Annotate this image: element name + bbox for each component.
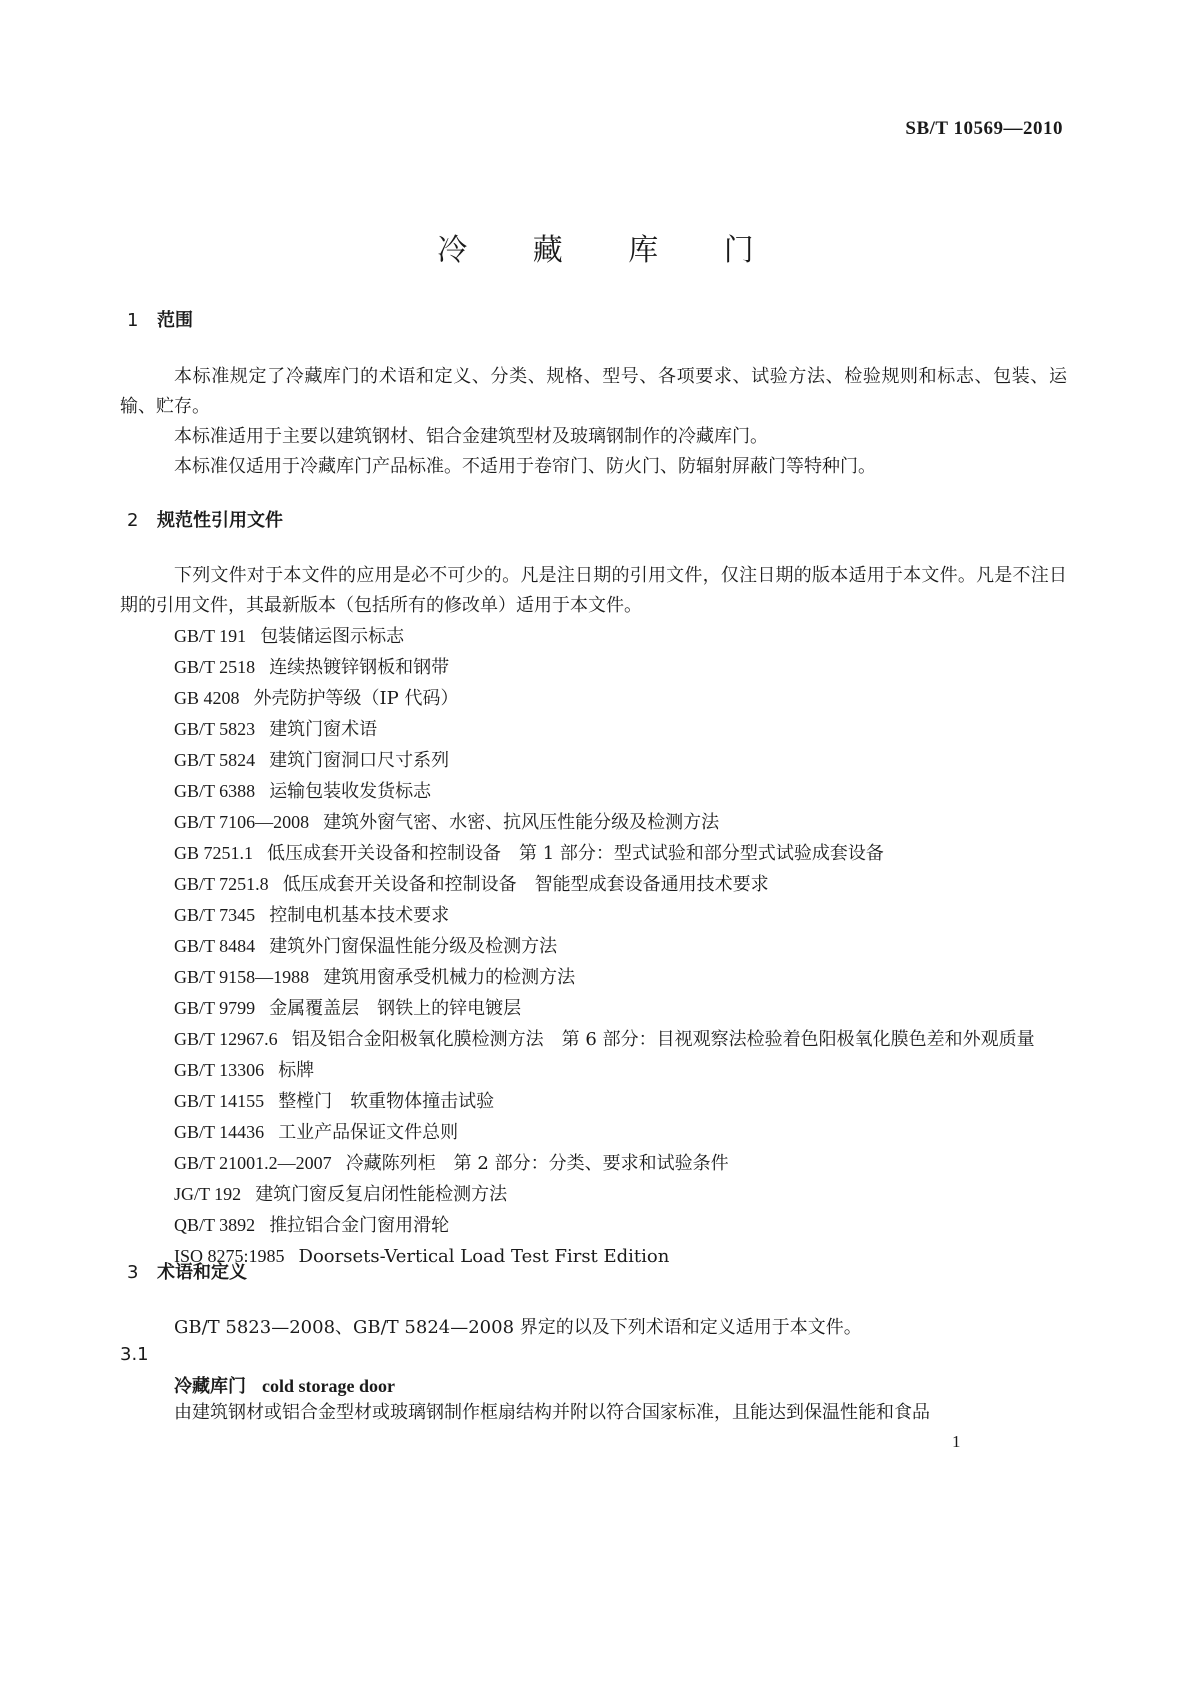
reference-item (120, 962, 1067, 993)
reference-code: GB/T 7106—2008 (174, 812, 310, 832)
term-definition-block (120, 1398, 1067, 1428)
standard-number: SB/T 10569—2010 (905, 118, 1063, 139)
reference-code: GB/T 5823 (174, 719, 256, 739)
reference-code: GB/T 191 (174, 626, 247, 646)
reference-item (120, 1055, 1067, 1086)
reference-item (120, 1086, 1067, 1117)
section-2-heading (127, 506, 283, 532)
reference-item (120, 993, 1067, 1024)
reference-code: GB/T 21001.2—2007 (174, 1153, 332, 1173)
term-definition: 由建筑钢材或铝合金型材或玻璃钢制作框扇结构并附以符合国家标准，且能达到保温性能和食品 (174, 1402, 930, 1423)
reference-title: 铝及铝合金阳极氧化膜检测方法 第 6 部分：目视观察法检验着色阳极氧化膜色差和外观质量 (291, 1029, 1035, 1050)
reference-title: 低压成套开关设备和控制设备 第 1 部分：型式试验和部分型式试验成套设备 (267, 843, 884, 864)
reference-item (120, 931, 1067, 962)
reference-item (120, 1024, 1067, 1055)
section-1-heading (127, 306, 193, 332)
reference-item (120, 838, 1067, 869)
clause-number: 3.1 (120, 1344, 149, 1365)
reference-item (120, 714, 1067, 745)
reference-code: GB/T 8484 (174, 936, 256, 956)
reference-code: GB/T 5824 (174, 750, 256, 770)
reference-code: ISO 8275:1985 (174, 1246, 285, 1266)
reference-title: 建筑门窗洞口尺寸系列 (269, 750, 450, 771)
normative-references-body (120, 561, 1067, 1272)
reference-title: 外壳防护等级（IP 代码） (253, 688, 459, 709)
section-number: 3 (127, 1262, 139, 1283)
reference-title: 建筑外窗气密、水密、抗风压性能分级及检测方法 (323, 812, 720, 833)
reference-item (120, 1179, 1067, 1210)
normative-intro: 下列文件对于本文件的应用是必不可少的。凡是注日期的引用文件，仅注日期的版本适用于本文件。凡是不注日期的引用文件，其最新版本（包括所有的修改单）适用于本文件。 (120, 565, 1067, 616)
scope-paragraph: 本标准适用于主要以建筑钢材、铝合金建筑型材及玻璃钢制作的冷藏库门。 (174, 426, 768, 447)
reference-code: GB/T 9799 (174, 998, 256, 1018)
terms-intro: GB/T 5823—2008、GB/T 5824—2008 界定的以及下列术语和定义适用于本文件。 (174, 1317, 862, 1338)
reference-title: 建筑外门窗保温性能分级及检测方法 (269, 936, 558, 957)
reference-item (120, 1210, 1067, 1241)
reference-code: GB/T 7345 (174, 905, 256, 925)
reference-title: 推拉铝合金门窗用滑轮 (269, 1215, 450, 1236)
reference-title: 运输包装收发货标志 (269, 781, 432, 802)
reference-item (120, 1241, 1067, 1272)
terms-intro-block (120, 1313, 1067, 1343)
reference-title: Doorsets-Vertical Load Test First Edition (298, 1246, 670, 1267)
reference-title: 整樘门 软重物体撞击试验 (278, 1091, 495, 1112)
reference-code: QB/T 3892 (174, 1215, 256, 1235)
scope-paragraph: 本标准规定了冷藏库门的术语和定义、分类、规格、型号、各项要求、试验方法、检验规则和标志、包装、运输、贮存。 (120, 366, 1067, 417)
section-3-heading (127, 1258, 247, 1284)
reference-title: 建筑用窗承受机械力的检测方法 (323, 967, 576, 988)
reference-title: 标牌 (278, 1060, 315, 1081)
reference-title: 冷藏陈列柜 第 2 部分：分类、要求和试验条件 (345, 1153, 729, 1174)
reference-title: 建筑门窗反复启闭性能检测方法 (255, 1184, 508, 1205)
reference-item (120, 900, 1067, 931)
reference-code: GB/T 6388 (174, 781, 256, 801)
page-number: 1 (952, 1432, 961, 1451)
reference-title: 工业产品保证文件总则 (278, 1122, 459, 1143)
reference-code: GB/T 7251.8 (174, 874, 269, 894)
reference-item (120, 621, 1067, 652)
reference-code: GB/T 12967.6 (174, 1029, 278, 1049)
reference-title: 低压成套开关设备和控制设备 智能型成套设备通用技术要求 (282, 874, 769, 895)
section-number: 2 (127, 510, 139, 531)
reference-item (120, 683, 1067, 714)
section-number: 1 (127, 310, 139, 331)
section-title: 范围 (157, 310, 193, 331)
reference-list (120, 621, 1067, 1272)
scope-paragraph: 本标准仅适用于冷藏库门产品标准。不适用于卷帘门、防火门、防辐射屏蔽门等特种门。 (174, 456, 876, 477)
reference-code: GB/T 14436 (174, 1122, 265, 1142)
reference-title: 包装储运图示标志 (260, 626, 405, 647)
reference-code: GB 7251.1 (174, 843, 254, 863)
reference-title: 金属覆盖层 钢铁上的锌电镀层 (269, 998, 522, 1019)
reference-code: GB/T 14155 (174, 1091, 265, 1111)
reference-title: 控制电机基本技术要求 (269, 905, 450, 926)
term-english: cold storage door (262, 1376, 395, 1396)
reference-item (120, 1117, 1067, 1148)
reference-title: 建筑门窗术语 (269, 719, 378, 740)
reference-code: GB/T 9158—1988 (174, 967, 310, 987)
section-title: 规范性引用文件 (157, 510, 283, 531)
reference-item (120, 1148, 1067, 1179)
reference-item (120, 745, 1067, 776)
reference-item (120, 807, 1067, 838)
reference-code: GB/T 2518 (174, 657, 256, 677)
term-heading (174, 1372, 395, 1398)
reference-code: JG/T 192 (174, 1184, 242, 1204)
reference-title: 连续热镀锌钢板和钢带 (269, 657, 450, 678)
reference-item (120, 652, 1067, 683)
document-title: 冷 藏 库 门 (437, 233, 782, 268)
reference-code: GB/T 13306 (174, 1060, 265, 1080)
reference-item (120, 776, 1067, 807)
reference-code: GB 4208 (174, 688, 240, 708)
scope-body (120, 362, 1067, 482)
section-title: 术语和定义 (157, 1262, 247, 1283)
reference-item (120, 869, 1067, 900)
term-chinese: 冷藏库门 (174, 1376, 246, 1397)
